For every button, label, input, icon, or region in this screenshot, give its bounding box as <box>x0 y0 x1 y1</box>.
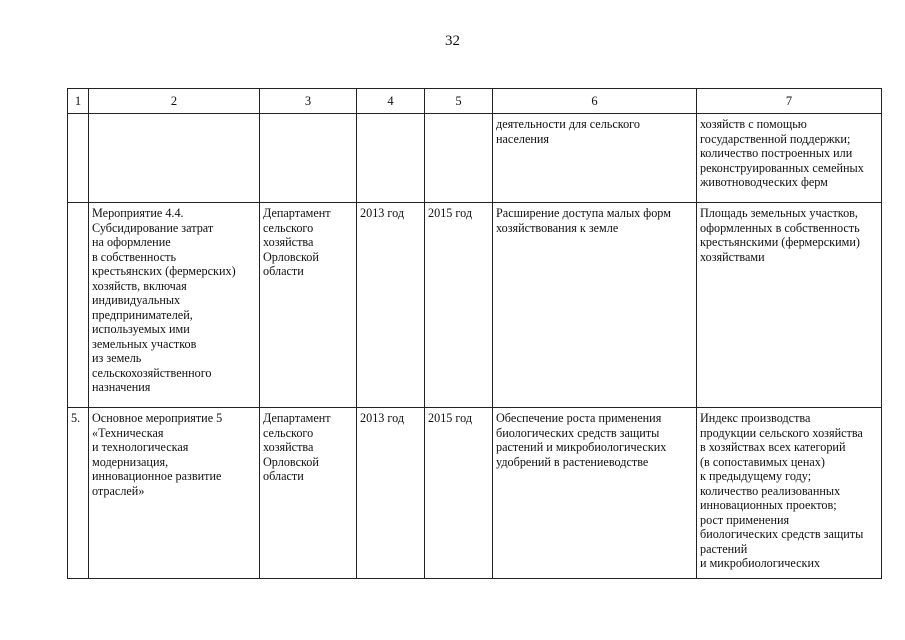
header-col-5: 5 <box>425 89 493 114</box>
cell-end: 2015 год <box>425 203 493 408</box>
cell-indicators: Индекс производства продукции сельского хозяйства в хозяйствах всех категорий (в сопоставимых ценах) к предыдущему году; количество реализованных инновационных проектов; рост применения биологических средств защиты растений и микробиологических <box>697 408 882 579</box>
table-header-row <box>68 89 882 114</box>
cell-start: 2013 год <box>357 203 425 408</box>
program-activities-table <box>67 88 882 579</box>
cell-result: деятельности для сельского населения <box>493 114 697 203</box>
header-col-2: 2 <box>89 89 260 114</box>
cell-number <box>68 203 89 408</box>
cell-executor: Департамент сельского хозяйства Орловской области <box>260 203 357 408</box>
cell-number <box>68 114 89 203</box>
cell-number: 5. <box>68 408 89 579</box>
cell-start: 2013 год <box>357 408 425 579</box>
cell-activity: Основное мероприятие 5 «Техническая и технологическая модернизация, инновационное развитие отраслей» <box>89 408 260 579</box>
cell-executor: Департамент сельского хозяйства Орловской области <box>260 408 357 579</box>
table-row <box>68 408 882 579</box>
table-row <box>68 203 882 408</box>
cell-activity <box>89 114 260 203</box>
cell-indicators: Площадь земельных участков, оформленных в собственность крестьянскими (фермерскими) хозяйствами <box>697 203 882 408</box>
cell-start <box>357 114 425 203</box>
cell-end <box>425 114 493 203</box>
header-col-7: 7 <box>697 89 882 114</box>
header-col-1: 1 <box>68 89 89 114</box>
header-col-3: 3 <box>260 89 357 114</box>
cell-result: Обеспечение роста применения биологических средств защиты растений и микробиологических удобрений в растениеводстве <box>493 408 697 579</box>
cell-activity: Мероприятие 4.4. Субсидирование затрат на оформление в собственность крестьянских (фермерских) хозяйств, включая индивидуальных предпринимателей, используемых ими земельных участков из земель сельскохозяйственного назначения <box>89 203 260 408</box>
table-row <box>68 114 882 203</box>
cell-executor <box>260 114 357 203</box>
cell-indicators: хозяйств с помощью государственной поддержки; количество построенных или реконструированных семейных животноводческих ферм <box>697 114 882 203</box>
cell-end: 2015 год <box>425 408 493 579</box>
cell-result: Расширение доступа малых форм хозяйствования к земле <box>493 203 697 408</box>
page-number: 32 <box>445 33 460 49</box>
header-col-4: 4 <box>357 89 425 114</box>
header-col-6: 6 <box>493 89 697 114</box>
